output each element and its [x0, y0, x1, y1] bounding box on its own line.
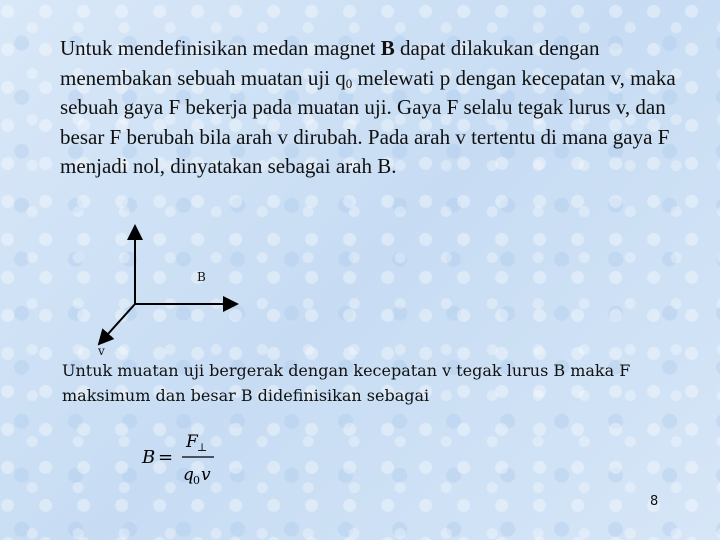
paragraph-text-1: Untuk mendefinisikan medan magnet: [60, 36, 381, 60]
paragraph-text-2: dapat dilakukan dengan menembakan sebuah muatan uji q: [60, 36, 600, 90]
formula-equals: =: [158, 447, 174, 468]
formula-svg: [140, 430, 230, 490]
main-paragraph: [60, 34, 700, 182]
diagonal-axis: [99, 304, 135, 344]
axes-svg: [90, 222, 250, 362]
formula-denominator-sub: 0: [193, 474, 200, 487]
formula-numerator: F: [186, 432, 198, 452]
label-v: v: [98, 344, 105, 358]
page-number: 8: [650, 494, 659, 509]
definition-text: Untuk muatan uji bergerak dengan kecepatan v tegak lurus B maka F maksimum dan besar B didefinisikan sebagai: [62, 361, 631, 405]
vector-diagram: [90, 222, 250, 367]
paragraph-bold-b: B: [380, 36, 395, 60]
formula-denominator-var: v: [201, 465, 211, 485]
label-b: B: [197, 270, 206, 284]
formula-numerator-sub: ⊥: [197, 441, 208, 454]
paragraph-text-3: melewati p dengan kecepatan v, maka sebuah gaya F bekerja pada muatan uji. Gaya F selalu tegak lurus v, dan besar F berubah bila arah v dirubah. Pada arah v tertentu di mana gaya F menjadi nol, dinyatakan sebagai arah B.: [60, 65, 676, 178]
formula-denominator: q: [183, 465, 194, 485]
formula: [140, 430, 230, 495]
formula-lhs: B: [142, 447, 156, 468]
paragraph-subscript-0: 0: [345, 75, 353, 91]
